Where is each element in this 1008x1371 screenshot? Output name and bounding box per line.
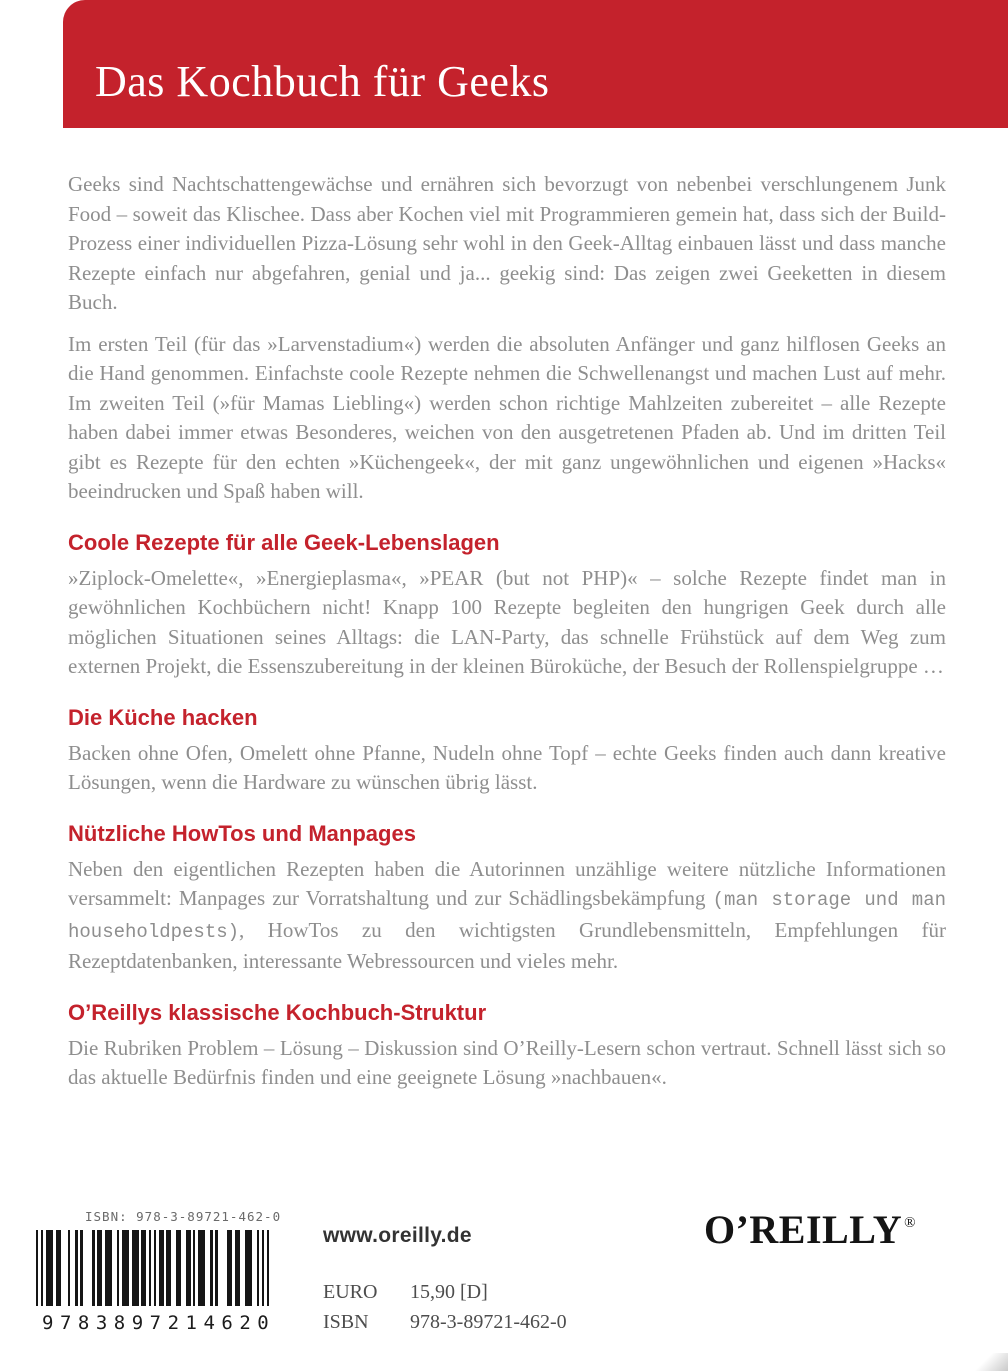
registered-trademark-symbol: ® [904,1215,916,1231]
price-label: EURO [323,1281,378,1303]
section-body-kochbuch-struktur: Die Rubriken Problem – Lösung – Diskussion sind O’Reilly-Lesern schon vertraut. Schnell lässt sich so das aktuelle Bedürfnis finden und eine geeignete Lösung »nachbauen«. [68,1035,946,1089]
isbn-row-value: 978-3-89721-462-0 [410,1311,567,1333]
book-title: Das Kochbuch für Geeks [95,57,550,106]
page-corner-shadow [974,1353,1008,1371]
barcode-isbn-label: ISBN: 978-3-89721-462-0 [85,1209,282,1224]
oreilly-logo [704,1206,916,1253]
manpages-text-2: , HowTos zu den wichtigsten Grundlebensmitteln, Empfehlungen für Rezeptdatenbanken, interessante Webressourcen und vieles mehr. [68,917,946,973]
section-body-coole-rezepte: »Ziplock-Omelette«, »Energieplasma«, »PEAR (but not PHP)« – solche Rezepte findet man in gewöhnlichen Kochbüchern nicht! Knapp 100 Rezepte begleiten den hungrigen Geek durch alle möglichen Situationen seines Alltags: die LAN-Party, das schnelle Frühstück auf dem Weg zum externen Projekt, die Essenszubereitung in der kleinen Büroküche, der Besuch der Rollenspielgruppe … [68,565,946,678]
price-value: 15,90 [D] [410,1281,488,1303]
isbn-row-label: ISBN [323,1311,369,1333]
intro-paragraph-1: Geeks sind Nachtschattengewächse und ernähren sich bevorzugt von nebenbei verschlungenem Junk Food – soweit das Klischee. Dass aber Kochen viel mit Programmieren gemein hat, dass sich der Build-Prozess einer individuellen Pizza-Lösung sehr wohl in den Geek-Alltag einbauen lässt und dass manche Rezepte einfach nur abgefahren, genial und ja... geekig sind: Das zeigen zwei Geeketten in diesem Buch. [68,172,946,314]
price-row [323,1281,488,1304]
title-band [63,0,1008,128]
section-body-howtos-manpages [68,855,946,977]
website-url: www.oreilly.de [323,1224,472,1247]
section-heading-kochbuch-struktur: O’Reillys klassische Kochbuch-Struktur [68,999,487,1025]
oreilly-logo-text: O’REILLY [703,1207,903,1252]
ean-barcode [36,1230,270,1306]
isbn-row [323,1311,567,1334]
cover-text [68,170,946,1105]
section-heading-kueche-hacken: Die Küche hacken [68,704,258,730]
intro-paragraph-2: Im ersten Teil (für das »Larvenstadium«) werden die absoluten Anfänger und ganz hilflosen Geeks an die Hand genommen. Einfachste coole Rezepte nehmen die Schwellenangst und machen Lust auf mehr. Im zweiten Teil (»für Mamas Liebling«) werden schon richtige Mahlzeiten zubereitet – alle Rezepte haben dabei immer etwas Besonderes, weichen von den ausgetretenen Pfaden ab. Und im dritten Teil gibt es Rezepte für den echten »Küchengeek«, der mit ganz ungewöhnlichen und eigenen »Hacks« beeindrucken und Spaß haben will. [68,331,946,503]
manpages-code: (man storage und man householdpests) [68,889,947,943]
barcode-digits: 9783897214620 [42,1312,276,1334]
manpages-text-1: Neben den eigentlichen Rezepten haben die Autorinnen unzählige weitere nützliche Informationen versammelt: Manpages zur Vorratshaltung und zur Schädlingsbekämpfung [68,856,946,910]
section-heading-coole-rezepte: Coole Rezepte für alle Geek-Lebenslagen [68,529,500,555]
section-body-kueche-hacken: Backen ohne Ofen, Omelett ohne Pfanne, Nudeln ohne Topf – echte Geeks finden auch dann kreative Lösungen, wenn die Hardware zu wünschen übrig lässt. [68,740,946,794]
section-heading-howtos-manpages: Nützliche HowTos und Manpages [68,820,416,846]
